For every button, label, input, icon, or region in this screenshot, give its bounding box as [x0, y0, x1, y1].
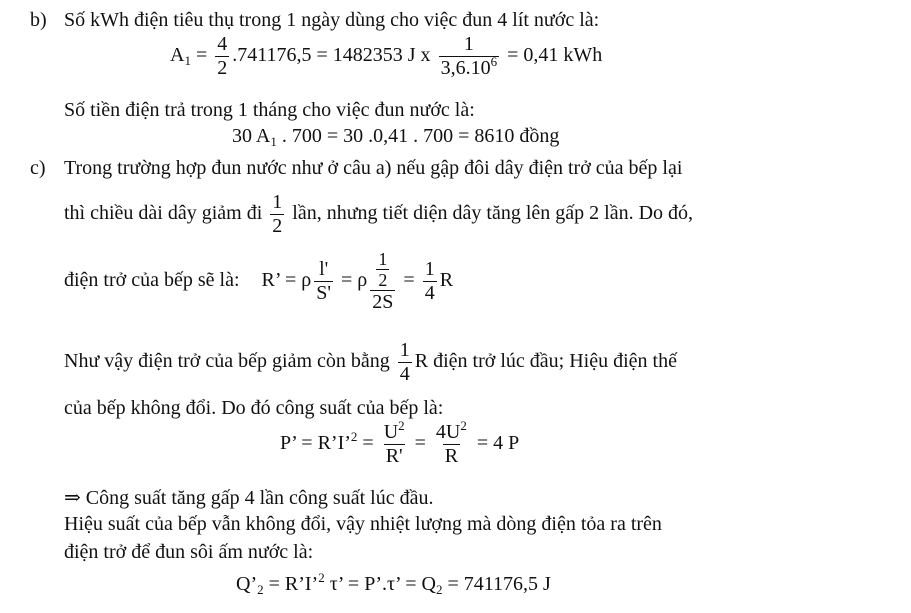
- part-b-label: b): [30, 9, 47, 31]
- part-c-line8: điện trở để đun sôi ấm nước là:: [64, 541, 314, 563]
- money-intro: Số tiền điện trả trong 1 tháng cho việc đun nước là:: [64, 99, 475, 121]
- part-b-intro: Số kWh điện tiêu thụ trong 1 ngày dùng cho việc đun 4 lít nước là:: [64, 9, 600, 31]
- fraction-4u2-r: $\frac{4U^2}{R}$: [435, 418, 467, 467]
- fraction-inner-half: $\frac{1}{2}$: [378, 249, 388, 290]
- resistance-equation-line: điện trở của bếp sẽ là: R’ = ρ $\frac{l'}{S'}$ = ρ $\frac{\frac{1}{2}}{2S}$ = $\frac{1}{4}$ R: [64, 249, 454, 313]
- power-equation: P’ = R’I’$^2$ = $\frac{U^2}{R'}$ = $\frac{4U^2}{R}$ = 4 P: [280, 418, 520, 467]
- part-c-line1: c) Trong trường hợp đun nước như ở câu a) nếu gập đôi dây điện trở của bếp lại: [30, 157, 683, 179]
- fraction-4-2: $\frac{4}{2}$: [217, 33, 228, 79]
- part-c-line5: của bếp không đổi. Do đó công suất của bếp là:: [64, 397, 444, 419]
- fraction-l-over-s: $\frac{l'}{S'}$: [316, 257, 332, 304]
- equation-money: 30 $A_1$ . 700 = 30 .0,41 . 700 = 8610 đồng: [232, 125, 560, 149]
- fraction-half: $\frac{1}{2}$: [272, 191, 283, 237]
- fraction-quarter-2: $\frac{1}{4}$: [399, 339, 410, 385]
- part-b-intro-line: [30, 8, 599, 32]
- fraction-nested: $\frac{\frac{1}{2}}{2S}$: [372, 249, 394, 313]
- part-c-line7: Hiệu suất của bếp vẫn không đổi, vậy nhiệt lượng mà dòng điện tỏa ra trên: [64, 513, 662, 535]
- fraction-conversion: $\frac{1}{3,6.10^6}$: [440, 33, 498, 79]
- conclusion: ⇒ Công suất tăng gấp 4 lần công suất lúc đầu.: [64, 487, 434, 509]
- fraction-quarter: $\frac{1}{4}$: [424, 257, 435, 304]
- part-c-line2: thì chiều dài dây giảm đi $\frac{1}{2}$ lần, nhưng tiết diện dây tăng lên gấp 2 lần. Do đó,: [64, 191, 694, 237]
- equation-a1: $A_1$ = $\frac{4}{2}$ .741176,5 = 1482353 J x $\frac{1}{3,6.10^6}$ = 0,41 kWh: [170, 33, 603, 79]
- heat-equation: $Q’_2$ = R’I’$^2$ τ’ = P’.τ’ = $Q_2 = 741176,5$ J: [236, 570, 551, 597]
- part-c-line4: Như vậy điện trở của bếp giảm còn bằng $\frac{1}{4}$ R điện trở lúc đầu; Hiệu điện thế: [64, 339, 677, 385]
- fraction-u2-r: $\frac{U^2}{R'}$: [383, 418, 405, 467]
- part-c-label: c): [30, 157, 46, 179]
